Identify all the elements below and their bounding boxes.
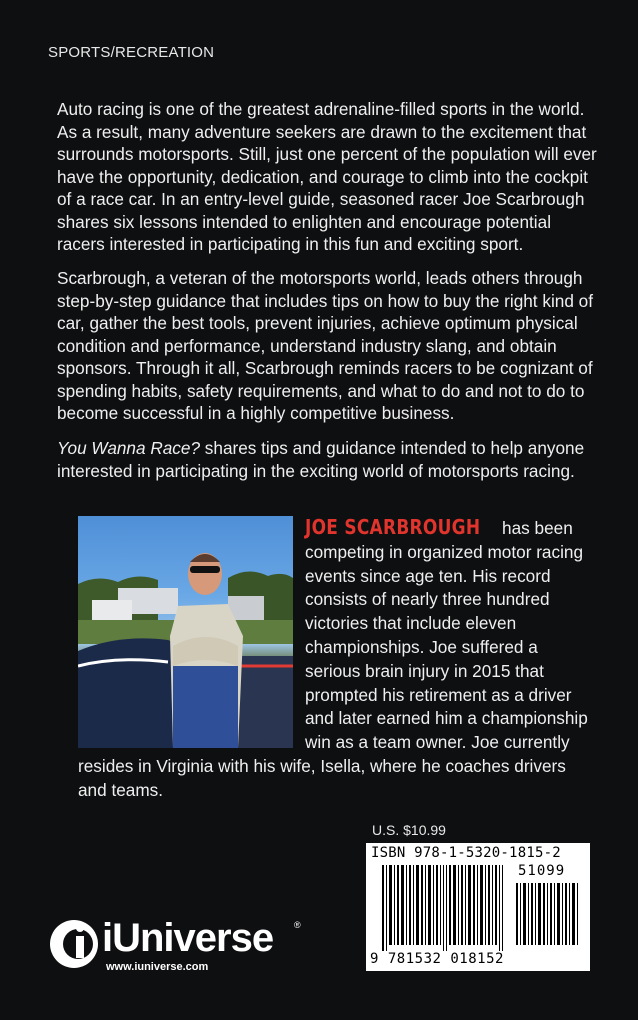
isbn-number: ISBN 978-1-5320-1815-2 <box>371 845 561 861</box>
description-paragraph-3 <box>57 437 597 482</box>
description-paragraph-1: Auto racing is one of the greatest adrenaline-filled sports in the world. As a result, many adventure seekers are drawn to the excitement that surrounds motorsports. Still, just one percent of the population will ever have the opportunity, dedication, and courage to climb into the cockpit of a race car. In an entry-level guide, seasoned racer Joe Scarbrough shares six lessons intended to enlighten and encourage potential racers interested in participating in this fun and exciting sport. <box>57 99 597 254</box>
author-name: JOE SCARBROUGH <box>305 515 481 539</box>
book-category: SPORTS/RECREATION <box>48 44 215 61</box>
iuniverse-logo-icon <box>46 914 102 970</box>
price-label: U.S. $10.99 <box>372 822 446 838</box>
trademark-symbol: ® <box>294 920 301 930</box>
author-bio-block <box>78 516 592 803</box>
publisher-url: www.iuniverse.com <box>106 961 209 973</box>
price-code: 51099 <box>518 863 566 879</box>
description-paragraph-2: Scarbrough, a veteran of the motorsports world, leads others through step-by-step guidance that includes tips on how to buy the right kind of car, gather the best tools, prevent injuries, achieve optimum physical condition and performance, understand industry slang, and obtain sponsors. Through it all, Scarbrough reminds racers to be cognizant of spending habits, safety requirements, and what to do and not to do to become successful in a highly competitive business. <box>57 268 594 423</box>
author-photo <box>78 516 293 748</box>
publisher-logo <box>46 914 306 978</box>
author-bio: has been competing in organized motor racing events since age ten. His record consists of nearly three hundred victories that include eleven championships. Joe suffered a serious brain injury in 2015 that prompted his retirement as a driver and later earned him a championship win as a team owner. Joe currently resides in Virginia with his wife, Isella, where he coaches drivers and teams. <box>78 518 588 800</box>
book-title: You Wanna Race? <box>57 438 201 458</box>
isbn-barcode <box>366 843 590 971</box>
publisher-name: iUniverse <box>102 916 274 960</box>
barcode-digits: 9 781532 018152 <box>370 951 504 967</box>
description-paragraph-3-text: shares tips and guidance intended to help anyone interested in participating in the exciting world of motorsports racing. <box>57 438 585 481</box>
